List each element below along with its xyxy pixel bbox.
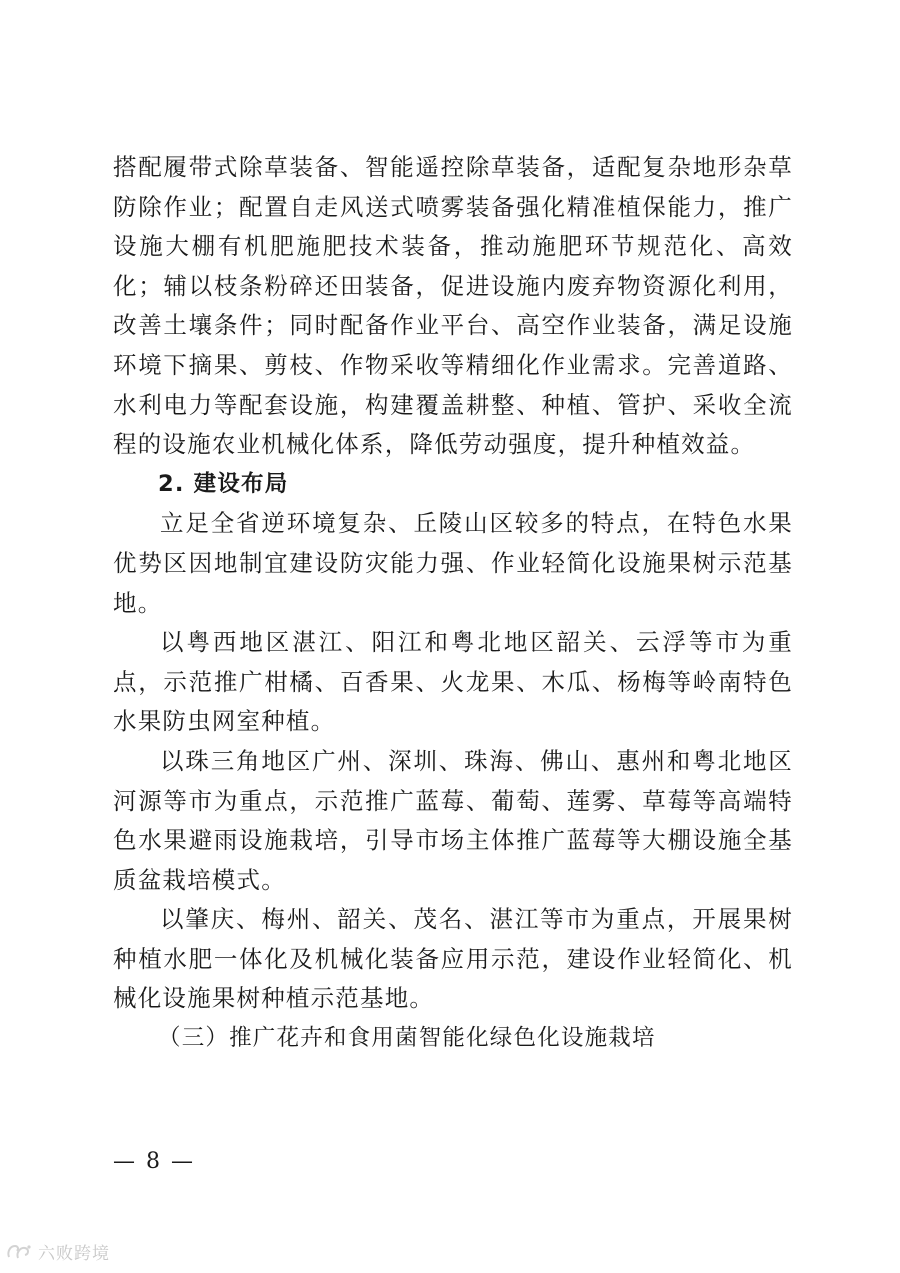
page-number: — 8 — [113, 1149, 195, 1174]
paragraph-orchard-mechanization: 以肇庆、梅州、韶关、茂名、湛江等市为重点，开展果树种植水肥一体化及机械化装备应用示范，建设作业轻简化、机械化设施果树种植示范基地。 [113, 905, 793, 1013]
paragraph-continuation: 搭配履带式除草装备、智能遥控除草装备，适配复杂地形杂草防除作业；配置自走风送式喷雾装备强化精准植保能力，推广设施大棚有机肥施肥技术装备，推动施肥环节规范化、高效化；辅以枝条粉碎还田装备，促进设施内废弃物资源化利用，改善土壤条件；同时配备作业平台、高空作业装备，满足设施环境下摘果、剪枝、作物采收等精细化作业需求。完善道路、水利电力等配套设施，构建覆盖耕整、种植、管护、采收全流程的设施农业机械化体系，降低劳动强度，提升种植效益。 [113, 153, 793, 459]
section-heading-construction-layout: 2. 建设布局 [158, 470, 289, 497]
watermark-logo-icon [6, 1243, 32, 1261]
watermark [6, 1239, 110, 1264]
paragraph-pearl-river-delta: 以珠三角地区广州、深圳、珠海、佛山、惠州和粤北地区河源等市为重点，示范推广蓝莓、葡萄、莲雾、草莓等高端特色水果避雨设施栽培，引导市场主体推广蓝莓等大棚设施全基质盆栽培模式。 [113, 746, 793, 894]
watermark-text: 六败跨境 [38, 1244, 110, 1264]
paragraph-west-north-regions: 以粤西地区湛江、阳江和粤北地区韶关、云浮等市为重点，示范推广柑橘、百香果、火龙果、木瓜、杨梅等岭南特色水果防虫网室种植。 [113, 628, 793, 736]
section-heading-flowers-fungi: （三）推广花卉和食用菌智能化绿色化设施栽培 [158, 1025, 656, 1052]
document-body [113, 148, 793, 1059]
paragraph-layout-overview: 立足全省逆环境复杂、丘陵山区较多的特点，在特色水果优势区因地制宜建设防灾能力强、作业轻简化设施果树示范基地。 [113, 509, 793, 617]
